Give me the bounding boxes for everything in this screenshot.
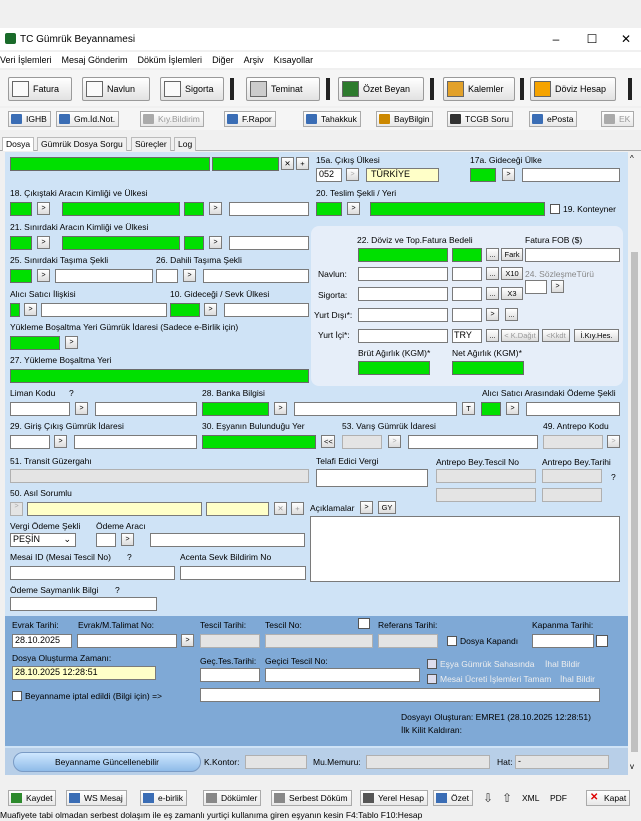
- scroll-up-icon[interactable]: ^: [630, 154, 634, 163]
- x3-button[interactable]: X3: [501, 287, 523, 300]
- yurt-ici-input[interactable]: [358, 329, 448, 343]
- label: Alıcı Satıcı Arasındaki Ödeme Şekli: [482, 388, 616, 398]
- arrow-button[interactable]: >: [37, 202, 50, 215]
- box-icon: [447, 81, 464, 97]
- asil-input-2[interactable]: [206, 502, 269, 516]
- menu-mesaj[interactable]: Mesaj Gönderim: [61, 55, 128, 65]
- tab-strip: [0, 136, 641, 151]
- sigorta-input[interactable]: [358, 287, 448, 301]
- left-arrow-button[interactable]: <<: [321, 435, 335, 448]
- tescil-no-input[interactable]: [265, 634, 373, 648]
- declaration-form: [5, 152, 628, 775]
- label: 17a. Gideceği Ülke: [470, 155, 542, 165]
- tcgb-soru-button[interactable]: TCGB Soru: [447, 111, 513, 127]
- label: 50. Asıl Sorumlu: [10, 488, 72, 498]
- upload-icon[interactable]: ⇧: [502, 791, 513, 805]
- field-white[interactable]: [224, 303, 309, 317]
- label: K.Kontor:: [204, 757, 240, 767]
- ozet-beyan-button[interactable]: Özet Beyan: [338, 77, 424, 101]
- field-green[interactable]: [10, 236, 32, 250]
- label: Eşya Gümrük Sahasında: [440, 659, 535, 669]
- yurt-disi-input[interactable]: [358, 308, 448, 322]
- label: Mesai ID (Mesai Tescil No): [10, 552, 111, 562]
- field-white[interactable]: [150, 533, 305, 547]
- label: Geçici Tescil No:: [265, 656, 328, 666]
- field-gray[interactable]: >: [10, 502, 23, 516]
- label: Alıcı Satıcı İlişkisi: [10, 289, 76, 299]
- field-green[interactable]: [202, 435, 316, 449]
- sozlesme-input[interactable]: [525, 280, 547, 294]
- label: Yurt İçi*:: [318, 330, 350, 340]
- print-icon: [206, 793, 217, 803]
- arrow-button[interactable]: >: [204, 303, 217, 316]
- label: Mesai Ücreti İşlemleri Tamam: [440, 674, 552, 684]
- gec-tes-input[interactable]: [200, 668, 260, 682]
- label: Acenta Sevk Bildirim No: [180, 552, 272, 562]
- label: 15a. Çıkış Ülkesi: [316, 155, 380, 165]
- label: Sigorta:: [318, 290, 348, 300]
- acenta-input[interactable]: [180, 566, 306, 580]
- field-white[interactable]: [41, 303, 167, 317]
- label: Antrepo Bey.Tarihi: [542, 457, 611, 467]
- menu-kisayollar[interactable]: Kısayollar: [273, 55, 314, 65]
- label: 24. SözleşmeTürü: [525, 269, 594, 279]
- field-white[interactable]: [229, 202, 309, 216]
- arrow-button[interactable]: >: [360, 501, 373, 514]
- menu-arsiv[interactable]: Arşiv: [243, 55, 264, 65]
- field-green[interactable]: [170, 303, 200, 317]
- field-green[interactable]: [10, 303, 20, 317]
- doviz-hesap-button[interactable]: Döviz Hesap: [530, 77, 616, 101]
- label: 25. Sınırdaki Taşıma Şekli: [10, 255, 109, 265]
- kkontor-input: [245, 755, 307, 769]
- arrow-button[interactable]: >: [54, 435, 67, 448]
- field-white[interactable]: [408, 435, 538, 449]
- pdf-button[interactable]: PDF: [550, 793, 567, 803]
- add-button[interactable]: +: [296, 157, 309, 170]
- referans-input[interactable]: [378, 634, 438, 648]
- cikis-kod-input[interactable]: 052: [316, 168, 342, 182]
- gidecegi-input[interactable]: [522, 168, 620, 182]
- teminat-button[interactable]: Teminat: [246, 77, 320, 101]
- arrow-button[interactable]: >: [24, 303, 37, 316]
- kiy-bildirim-button[interactable]: Kıy.Bildirim: [140, 111, 204, 127]
- field-gray[interactable]: [342, 435, 382, 449]
- eposta-button[interactable]: ePosta: [529, 111, 577, 127]
- gy-button[interactable]: GY: [378, 501, 396, 514]
- help-icon[interactable]: ?: [69, 388, 74, 398]
- kdagit-button[interactable]: < K.Dağıt: [501, 329, 539, 342]
- field-green[interactable]: [481, 402, 501, 416]
- field-green[interactable]: [10, 336, 60, 350]
- pen-icon: [250, 81, 267, 97]
- field-white[interactable]: [294, 402, 457, 416]
- scroll-down-icon[interactable]: v: [630, 762, 634, 771]
- vergi-odeme-select[interactable]: PEŞİN ⌄: [10, 533, 76, 547]
- help-icon[interactable]: ?: [611, 472, 616, 482]
- label: 20. Teslim Şekli / Yeri: [316, 188, 397, 198]
- tab-log[interactable]: Log: [174, 137, 196, 151]
- document-icon[interactable]: [358, 618, 370, 629]
- iptal-input[interactable]: [200, 688, 600, 702]
- arrow-button[interactable]: >: [502, 168, 515, 181]
- person-icon: [379, 114, 390, 124]
- label: 30. Eşyanın Bulunduğu Yer: [202, 421, 305, 431]
- scroll-thumb[interactable]: [631, 252, 638, 752]
- title-bar: [0, 28, 641, 50]
- chevron-down-icon: ⌄: [63, 534, 71, 544]
- dots-button[interactable]: ...: [486, 267, 499, 280]
- label: İhal Bildir: [560, 674, 595, 684]
- saymanlik-input[interactable]: [10, 597, 157, 611]
- window-title: TC Gümrük Beyannamesi: [20, 34, 136, 45]
- ws-mesaj-button[interactable]: WS Mesaj: [66, 790, 127, 806]
- separator: [520, 78, 524, 100]
- label: 10. Gideceği / Sevk Ülkesi: [170, 289, 270, 299]
- label: Geç.Tes.Tarihi:: [200, 656, 257, 666]
- arrow-button[interactable]: >: [75, 402, 88, 415]
- gmid-not-button[interactable]: Gm.İd.Not.: [56, 111, 119, 127]
- help-icon[interactable]: ?: [115, 585, 120, 595]
- label: Tescil No:: [265, 620, 302, 630]
- main-toolbar: [0, 70, 641, 106]
- navlun-button[interactable]: Navlun: [82, 77, 150, 101]
- dots-button[interactable]: ...: [486, 287, 499, 300]
- summary-icon: [436, 793, 447, 803]
- t-button[interactable]: T: [462, 402, 475, 415]
- label: Evrak Tarihi:: [12, 620, 59, 630]
- label: 18. Çıkıştaki Aracın Kimliği ve Ülkesi: [10, 188, 148, 198]
- arrow-button[interactable]: >: [346, 168, 359, 181]
- label: 29. Giriş Çıkış Gümrük İdaresi: [10, 421, 124, 431]
- field-gray[interactable]: [543, 435, 603, 449]
- esya-gumruk-checkbox[interactable]: [427, 659, 437, 669]
- status-bar: Muafiyete tabi olmadan serbest dolaşım ile eş zamanlı yurtiçi kullanıma giren eşyanın kesin F4:Tablo F10:Hesap: [0, 809, 641, 821]
- label: Yükleme Boşaltma Yeri Gümrük İdaresi (Sadece e-Birlik için): [10, 322, 239, 332]
- menu-dokum[interactable]: Döküm İşlemleri: [137, 55, 203, 65]
- label: 22. Döviz ve Top.Fatura Bedeli: [357, 235, 473, 245]
- label: Fatura FOB ($): [525, 235, 583, 245]
- field-white[interactable]: [452, 287, 482, 301]
- attach-icon: [604, 114, 615, 124]
- yerel-hesap-button[interactable]: Yerel Hesap: [360, 790, 428, 806]
- field-gray[interactable]: [436, 488, 536, 502]
- field-gray[interactable]: [542, 488, 602, 502]
- field-green[interactable]: [452, 248, 482, 262]
- label: Ödeme Aracı: [96, 521, 146, 531]
- note-icon: [59, 114, 70, 124]
- gecici-input[interactable]: [265, 668, 420, 682]
- maximize-button[interactable]: ☐: [586, 32, 598, 46]
- close-icon: ✕: [590, 792, 599, 803]
- label: 19. Konteyner: [563, 204, 616, 214]
- net-input[interactable]: [452, 361, 524, 375]
- xml-button[interactable]: XML: [522, 793, 540, 803]
- try-field[interactable]: TRY: [452, 329, 482, 343]
- add-button[interactable]: +: [291, 502, 304, 515]
- ebirlik-icon: [143, 793, 154, 803]
- tahakkuk-button[interactable]: Tahakkuk: [303, 111, 361, 127]
- x10-button[interactable]: X10: [501, 267, 523, 280]
- close-button[interactable]: ✕: [620, 32, 632, 46]
- arrow-button[interactable]: >: [37, 236, 50, 249]
- label: Dosya Kapandı: [460, 636, 519, 646]
- serbest-dokum-button[interactable]: Serbest Döküm: [271, 790, 352, 806]
- field-white[interactable]: [229, 236, 309, 250]
- arrow-button[interactable]: >: [183, 269, 196, 282]
- fob-input[interactable]: [525, 248, 620, 262]
- sigorta-button[interactable]: Sigorta: [160, 77, 224, 101]
- tescil-tarihi-input[interactable]: [200, 634, 260, 648]
- download-icon[interactable]: ⇩: [483, 791, 494, 805]
- aciklamalar-textarea[interactable]: [310, 516, 620, 582]
- label: 49. Antrepo Kodu: [543, 421, 609, 431]
- kalemler-button[interactable]: Kalemler: [443, 77, 515, 101]
- label: Referans Tarihi:: [378, 620, 438, 630]
- list-icon: [143, 114, 154, 124]
- label: Açıklamalar: [310, 503, 355, 513]
- lock-info: İlk Kilit Kaldıran:: [401, 725, 462, 735]
- question-icon: [450, 114, 461, 124]
- ighb-button[interactable]: IGHB: [8, 111, 51, 127]
- ikyhes-button[interactable]: İ.Kıy.Hes.: [574, 329, 619, 342]
- mesai-ucret-checkbox[interactable]: [427, 674, 437, 684]
- label: Kapanma Tarihi:: [532, 620, 594, 630]
- clear-button[interactable]: ✕: [274, 502, 287, 515]
- field-white[interactable]: [95, 402, 197, 416]
- hat-input: -: [515, 755, 609, 769]
- secondary-toolbar: [0, 108, 641, 130]
- action-bar: [0, 788, 641, 808]
- field-white[interactable]: [156, 269, 178, 283]
- label: 26. Dahili Taşıma Şekli: [156, 255, 242, 265]
- label: 51. Transit Güzergahı: [10, 456, 92, 466]
- label: Evrak/M.Talimat No:: [78, 620, 155, 630]
- separator: [326, 78, 330, 100]
- creator-info: Dosyayı Oluşturan: EMRE1 (28.10.2025 12:28:51): [401, 712, 591, 722]
- label: 53. Varış Gümrük İdaresi: [342, 421, 436, 431]
- kapat-button[interactable]: ✕ Kapat: [586, 790, 630, 806]
- iptal-checkbox[interactable]: [12, 691, 22, 701]
- label: Dosya Oluşturma Zamanı:: [12, 653, 112, 663]
- label: Beyanname iptal edildi (Bilgi için) =>: [25, 691, 163, 701]
- label: Ödeme Saymanlık Bilgi: [10, 585, 99, 595]
- field-green[interactable]: [62, 202, 180, 216]
- field-green[interactable]: [212, 157, 279, 171]
- field-green[interactable]: [10, 202, 32, 216]
- evrak-tarihi-input[interactable]: 28.10.2025: [12, 634, 72, 648]
- arrow-button[interactable]: >: [274, 402, 287, 415]
- label: Hat:: [497, 757, 513, 767]
- field-green[interactable]: [316, 202, 342, 216]
- mesai-input[interactable]: [10, 566, 175, 580]
- arrow-button[interactable]: >: [486, 308, 499, 321]
- label: 27. Yükleme Boşaltma Yeri: [10, 355, 112, 365]
- label: Tescil Tarihi:: [200, 620, 247, 630]
- telafi-input[interactable]: [316, 469, 428, 487]
- brut-input[interactable]: [358, 361, 430, 375]
- dots-button[interactable]: ...: [505, 308, 518, 321]
- truck-icon: [342, 81, 359, 97]
- field-green[interactable]: [370, 202, 545, 216]
- field-white[interactable]: [74, 435, 197, 449]
- arrow-button[interactable]: >: [209, 236, 222, 249]
- label: 28. Banka Bilgisi: [202, 388, 265, 398]
- field-green[interactable]: [62, 236, 180, 250]
- menu-bar: [0, 52, 641, 68]
- navlun-input[interactable]: [358, 267, 448, 281]
- f-rapor-button[interactable]: F.Rapor: [224, 111, 276, 127]
- cikis-ad-input[interactable]: TÜRKİYE: [366, 168, 439, 182]
- separator: [628, 78, 632, 100]
- field-white[interactable]: [203, 269, 309, 283]
- baybilgin-button[interactable]: BayBilgin: [376, 111, 433, 127]
- odeme-araci-input[interactable]: [96, 533, 116, 547]
- mail-icon: [532, 114, 543, 124]
- label: Brüt Ağırlık (KGM)*: [358, 348, 431, 358]
- dokumler-button[interactable]: Dökümler: [203, 790, 261, 806]
- tab-gumruk-sorgu[interactable]: Gümrük Dosya Sorgu: [37, 137, 127, 151]
- arrow-button[interactable]: >: [607, 435, 620, 448]
- fatura-button[interactable]: Fatura: [8, 77, 72, 101]
- menu-veri[interactable]: Veri İşlemleri: [0, 55, 52, 65]
- field-green[interactable]: [358, 248, 448, 262]
- label: Vergi Ödeme Şekli: [10, 521, 81, 531]
- field-white[interactable]: [526, 402, 620, 416]
- help-icon[interactable]: ?: [127, 552, 132, 562]
- field-green[interactable]: [202, 402, 269, 416]
- print-icon: [274, 793, 285, 803]
- label: İhal Bildir: [545, 659, 580, 669]
- arrow-button[interactable]: >: [37, 269, 50, 282]
- arrow-button[interactable]: >: [388, 435, 401, 448]
- ozet-button[interactable]: Özet: [433, 790, 473, 806]
- clear-button[interactable]: ✕: [281, 157, 294, 170]
- fark-button[interactable]: Fark: [501, 248, 523, 261]
- label: Antrepo Bey.Tescil No: [436, 457, 519, 467]
- field-gray[interactable]: [542, 469, 602, 483]
- arrow-button[interactable]: >: [121, 533, 134, 546]
- app-logo-icon: [5, 33, 16, 44]
- ebirlik-button[interactable]: e-birlik: [140, 790, 187, 806]
- field-green[interactable]: [470, 168, 496, 182]
- arrow-button[interactable]: >: [551, 280, 564, 293]
- field-white[interactable]: [10, 402, 70, 416]
- grid-icon: [227, 114, 238, 124]
- document-icon: [164, 81, 181, 97]
- kaydet-button[interactable]: Kaydet: [8, 790, 56, 806]
- field-green[interactable]: [184, 202, 204, 216]
- table-icon: [306, 114, 317, 124]
- tab-surecler[interactable]: Süreçler: [131, 137, 171, 151]
- arrow-button[interactable]: >: [347, 202, 360, 215]
- field-green[interactable]: [10, 369, 309, 383]
- field-green[interactable]: [10, 157, 210, 171]
- separator: [230, 78, 234, 100]
- check-icon: [11, 793, 22, 803]
- field-gray[interactable]: [436, 469, 536, 483]
- vertical-scrollbar[interactable]: [628, 152, 641, 775]
- separator: [430, 78, 434, 100]
- mumemuru-input: [366, 755, 490, 769]
- evrak-talimat-input[interactable]: [77, 634, 177, 648]
- message-icon: [69, 793, 80, 803]
- ek-button[interactable]: EK: [601, 111, 634, 127]
- arrow-button[interactable]: >: [181, 634, 194, 647]
- dots-button[interactable]: ...: [486, 248, 499, 261]
- document-icon: [86, 81, 103, 97]
- document-icon: [12, 81, 29, 97]
- dots-button[interactable]: ...: [486, 329, 499, 342]
- kapanma-input[interactable]: [532, 634, 594, 648]
- field-gray[interactable]: [10, 469, 309, 483]
- label: Liman Kodu: [10, 388, 56, 398]
- label: 21. Sınırdaki Aracın Kimliği ve Ülkesi: [10, 222, 149, 232]
- field-green[interactable]: [184, 236, 204, 250]
- field-white[interactable]: [452, 308, 482, 322]
- currency-icon: [534, 81, 551, 97]
- arrow-button[interactable]: >: [209, 202, 222, 215]
- olusturma-input: 28.10.2025 12:28:51: [12, 666, 156, 680]
- field-green[interactable]: [10, 269, 32, 283]
- label: Yurt Dışı*:: [314, 310, 353, 320]
- calculator-icon: [363, 793, 374, 803]
- label: Mu.Memuru:: [313, 757, 361, 767]
- calendar-icon[interactable]: [596, 635, 608, 647]
- tab-dosya[interactable]: Dosya: [2, 137, 34, 151]
- arrow-button[interactable]: >: [506, 402, 519, 415]
- field-white[interactable]: [452, 267, 482, 281]
- field-white[interactable]: [55, 269, 153, 283]
- konteyner-checkbox[interactable]: [550, 204, 560, 214]
- guncel-button[interactable]: Beyanname Güncellenebilir: [13, 752, 201, 772]
- label: Net Ağırlık (KGM)*: [452, 348, 522, 358]
- label: Navlun:: [318, 269, 347, 279]
- dosya-kapandi-checkbox[interactable]: [447, 636, 457, 646]
- label: Telafi Edici Vergi: [316, 456, 379, 466]
- kkdt-button[interactable]: <Kkdt: [542, 329, 570, 342]
- menu-diger[interactable]: Diğer: [212, 55, 234, 65]
- minimize-button[interactable]: –: [552, 32, 560, 46]
- ighb-icon: [11, 114, 22, 124]
- arrow-button[interactable]: >: [65, 336, 78, 349]
- field-white[interactable]: [10, 435, 50, 449]
- asil-input[interactable]: [27, 502, 202, 516]
